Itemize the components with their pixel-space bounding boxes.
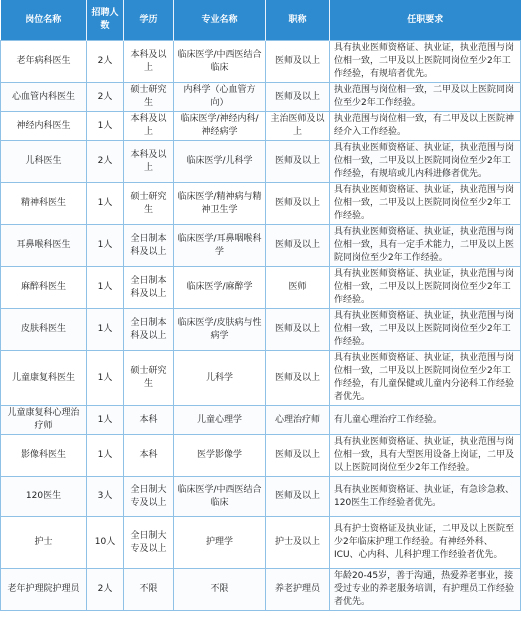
education-cell: 全日制本科及以上	[124, 225, 174, 267]
major-cell: 临床医学/耳鼻咽喉科学	[174, 225, 266, 267]
education-cell: 本科	[124, 406, 174, 435]
requirements-cell: 具有护士资格证及执业证，二甲及以上医院至少2年临床护理工作经验。有神经外科、ICU、心内科、儿科护理工作经验者优先。	[330, 517, 521, 569]
major-cell: 儿童心理学	[174, 406, 266, 435]
table-body	[1, 41, 521, 611]
major-cell: 儿科学	[174, 351, 266, 406]
table-row	[1, 477, 521, 517]
title-cell: 医师及以上	[266, 477, 330, 517]
major-cell: 临床医学/皮肤病与性病学	[174, 309, 266, 351]
header-count: 招聘人数	[87, 0, 124, 41]
position-cell: 心血管内科医生	[1, 83, 87, 112]
title-cell: 养老护理员	[266, 569, 330, 611]
table-row	[1, 309, 521, 351]
title-cell: 医师及以上	[266, 41, 330, 83]
table-row	[1, 351, 521, 406]
position-cell: 耳鼻喉科医生	[1, 225, 87, 267]
header-position: 岗位名称	[1, 0, 87, 41]
major-cell: 临床医学/神经内科/神经病学	[174, 112, 266, 141]
table-row	[1, 41, 521, 83]
count-cell: 2人	[87, 83, 124, 112]
count-cell: 2人	[87, 141, 124, 183]
requirements-cell: 具有执业医师资格证、执业证，执业范围与岗位相一致，二甲及以上医院同岗位至少2年工作经验。	[330, 267, 521, 309]
major-cell: 护理学	[174, 517, 266, 569]
education-cell: 全日制本科及以上	[124, 267, 174, 309]
major-cell: 医学影像学	[174, 435, 266, 477]
position-cell: 儿科医生	[1, 141, 87, 183]
requirements-cell: 具有执业医师资格证、执业证，执业范围与岗位相一致，二甲及以上医院同岗位至少2年工作经验。	[330, 309, 521, 351]
title-cell: 医师及以上	[266, 225, 330, 267]
count-cell: 1人	[87, 309, 124, 351]
education-cell: 全日制本科及以上	[124, 309, 174, 351]
title-cell: 主治医师及以上	[266, 112, 330, 141]
table-row	[1, 183, 521, 225]
header-title: 职称	[266, 0, 330, 41]
title-cell: 医师及以上	[266, 141, 330, 183]
position-cell: 儿童康复科心理治疗师	[1, 406, 87, 435]
title-cell: 医师及以上	[266, 435, 330, 477]
major-cell: 临床医学/中西医结合临床	[174, 477, 266, 517]
count-cell: 1人	[87, 435, 124, 477]
table-row	[1, 141, 521, 183]
title-cell: 医师及以上	[266, 183, 330, 225]
position-cell: 影像科医生	[1, 435, 87, 477]
education-cell: 硕士研究生	[124, 351, 174, 406]
requirements-cell: 具有执业医师资格证、执业证，执业范围与岗位相一致，二甲及以上医院同岗位至少2年工作经验，有规培者优先。	[330, 41, 521, 83]
header-major: 专业名称	[174, 0, 266, 41]
table-header-row	[1, 0, 521, 41]
count-cell: 10人	[87, 517, 124, 569]
position-cell: 老年病科医生	[1, 41, 87, 83]
count-cell: 1人	[87, 267, 124, 309]
requirements-cell: 具有执业医师资格证、执业证，执业范围与岗位相一致，二甲及以上医院同岗位至少2年工作经验。	[330, 183, 521, 225]
position-cell: 120医生	[1, 477, 87, 517]
education-cell: 本科及以上	[124, 141, 174, 183]
table-row	[1, 267, 521, 309]
major-cell: 临床医学/儿科学	[174, 141, 266, 183]
education-cell: 全日制大专及以上	[124, 477, 174, 517]
education-cell: 全日制大专及以上	[124, 517, 174, 569]
requirements-cell: 具有执业医师资格证、执业证，执业范围与岗位相一致，二甲及以上医院同岗位至少2年工作经验，有儿童保健或儿童内分泌科工作经验者优先。	[330, 351, 521, 406]
count-cell: 1人	[87, 351, 124, 406]
position-cell: 麻醉科医生	[1, 267, 87, 309]
count-cell: 1人	[87, 112, 124, 141]
table-row	[1, 569, 521, 611]
major-cell: 不限	[174, 569, 266, 611]
table-row	[1, 435, 521, 477]
requirements-cell: 具有执业医师资格证、执业证，有急诊急救、120医生工作经验者优先。	[330, 477, 521, 517]
education-cell: 本科及以上	[124, 41, 174, 83]
count-cell: 1人	[87, 225, 124, 267]
education-cell: 本科	[124, 435, 174, 477]
requirements-cell: 具有执业医师资格证、执业证，执业范围与岗位相一致，具有一定手术能力，二甲及以上医院同岗位至少2年工作经验。	[330, 225, 521, 267]
education-cell: 本科及以上	[124, 112, 174, 141]
requirements-cell: 具有执业医师资格证、执业证，执业范围与岗位相一致，二甲及以上医院同岗位至少2年工作经验，有规培或儿内科进修者优先。	[330, 141, 521, 183]
major-cell: 临床医学/中西医结合临床	[174, 41, 266, 83]
table-row	[1, 83, 521, 112]
title-cell: 心理治疗师	[266, 406, 330, 435]
major-cell: 内科学（心血管方向）	[174, 83, 266, 112]
requirements-cell: 有儿童心理治疗工作经验。	[330, 406, 521, 435]
requirements-cell: 具有执业医师资格证、执业证，执业范围与岗位相一致，具有大型医用设备上岗证，二甲及以上医院同岗位至少2年工作经验。	[330, 435, 521, 477]
count-cell: 2人	[87, 569, 124, 611]
position-cell: 精神科医生	[1, 183, 87, 225]
count-cell: 1人	[87, 183, 124, 225]
position-cell: 皮肤科医生	[1, 309, 87, 351]
education-cell: 不限	[124, 569, 174, 611]
position-cell: 儿童康复科医生	[1, 351, 87, 406]
requirements-cell: 执业范围与岗位相一致，二甲及以上医院同岗位至少2年工作经验。	[330, 83, 521, 112]
education-cell: 硕士研究生	[124, 83, 174, 112]
count-cell: 1人	[87, 406, 124, 435]
title-cell: 医师及以上	[266, 309, 330, 351]
table-row	[1, 225, 521, 267]
count-cell: 3人	[87, 477, 124, 517]
position-cell: 神经内科医生	[1, 112, 87, 141]
major-cell: 临床医学/麻醉学	[174, 267, 266, 309]
count-cell: 2人	[87, 41, 124, 83]
title-cell: 医师	[266, 267, 330, 309]
requirements-cell: 年龄20-45岁，善于沟通，热爱养老事业，接受过专业的养老服务培训，有护理员工作经验者优先。	[330, 569, 521, 611]
header-requirements: 任职要求	[330, 0, 521, 41]
title-cell: 医师及以上	[266, 83, 330, 112]
header-education: 学历	[124, 0, 174, 41]
major-cell: 临床医学/精神病与精神卫生学	[174, 183, 266, 225]
table-row	[1, 406, 521, 435]
position-cell: 护士	[1, 517, 87, 569]
position-cell: 老年护理院护理员	[1, 569, 87, 611]
requirements-cell: 执业范围与岗位相一致，有二甲及以上医院神经介入工作经验。	[330, 112, 521, 141]
table-row	[1, 112, 521, 141]
title-cell: 护士及以上	[266, 517, 330, 569]
title-cell: 医师及以上	[266, 351, 330, 406]
education-cell: 硕士研究生	[124, 183, 174, 225]
table-row	[1, 517, 521, 569]
